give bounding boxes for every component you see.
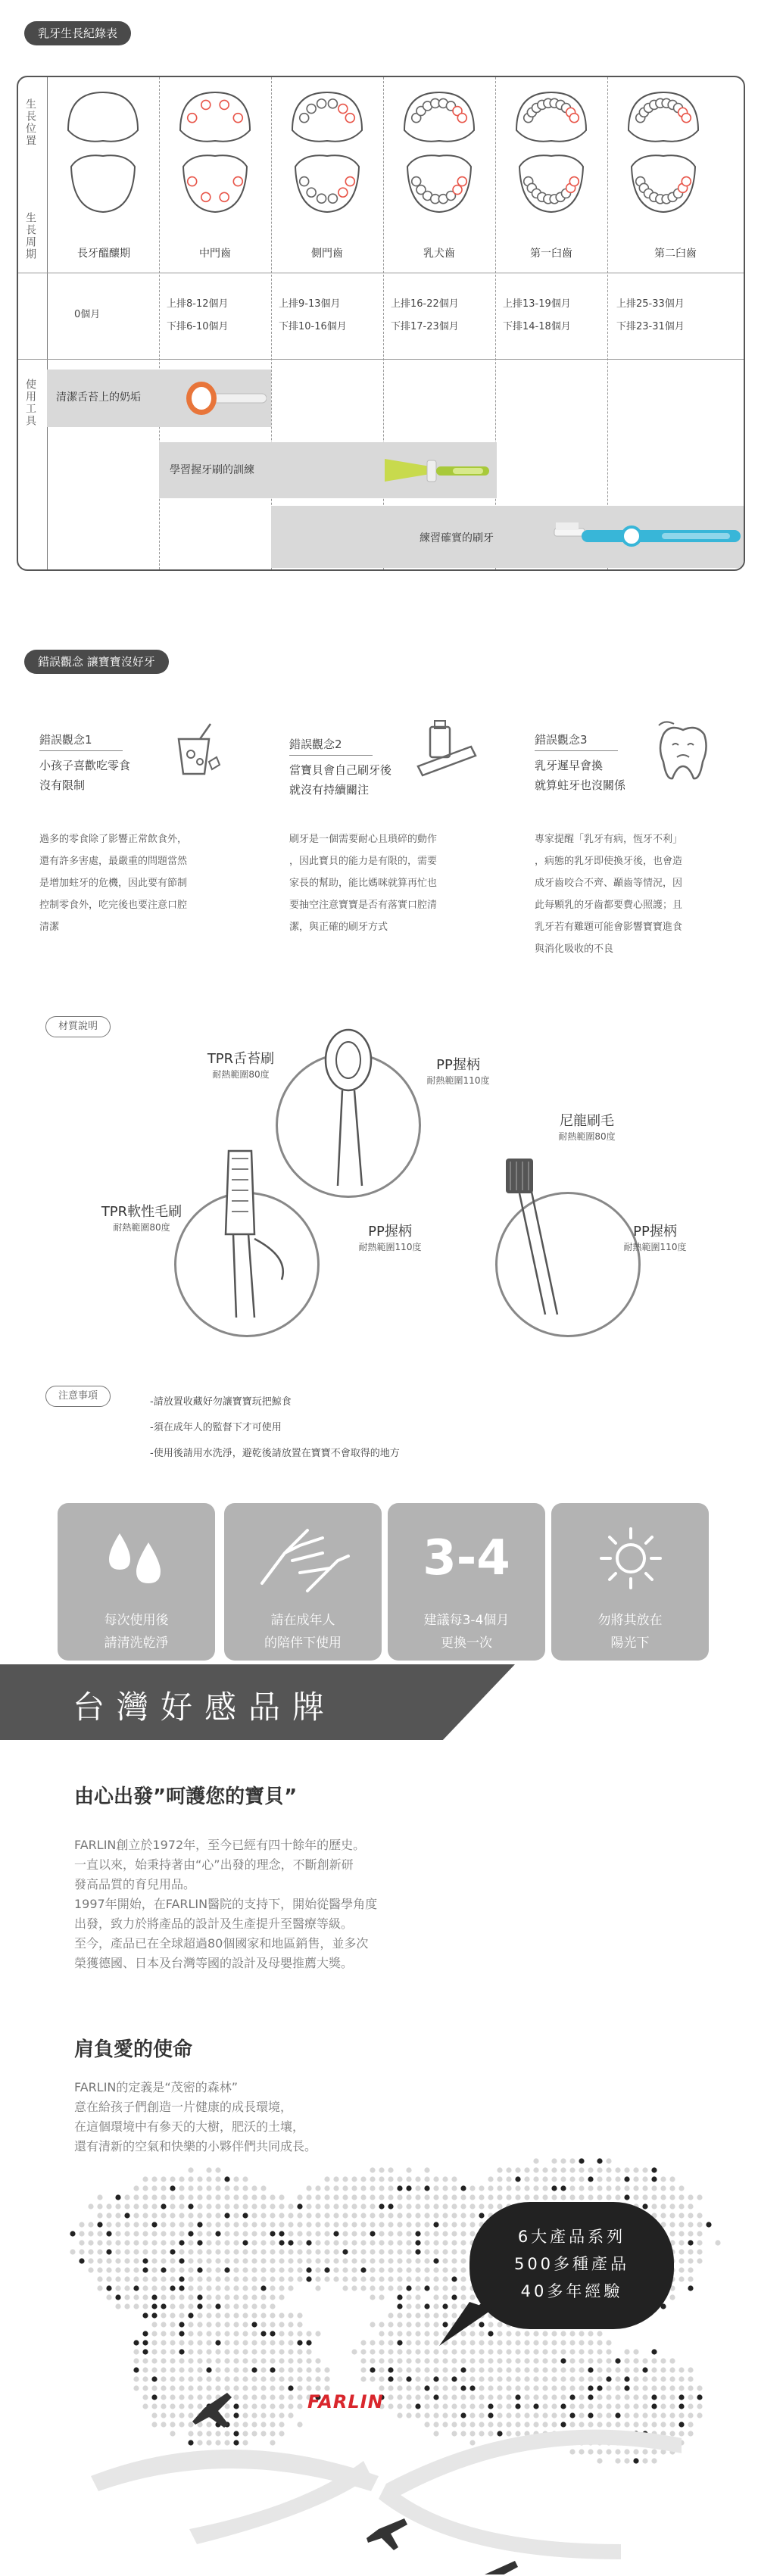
tooth-mark xyxy=(457,114,466,123)
myth-head-3a: 乳牙遲早會換 xyxy=(535,759,604,772)
tile-text-sun xyxy=(551,1609,709,1654)
nylon-brush-icon xyxy=(500,1155,591,1330)
notes-title: 注意事項 xyxy=(45,1386,111,1407)
tooth-mark xyxy=(188,114,197,123)
intro-line: 一直以來，始秉持著由“心”出發的理念，不斷創新研 xyxy=(74,1857,354,1872)
myth-body-1 xyxy=(39,828,187,938)
bubble-line: 40多年經驗 xyxy=(520,2282,623,2300)
intro-line: 1997年開始，在FARLIN醫院的支持下，開始從醫學角度 xyxy=(74,1897,378,1911)
note-2: -須在成年人的監督下才可使用 xyxy=(150,1422,282,1433)
tool-label-2: 學習握牙刷的訓練 xyxy=(170,464,254,476)
tooth-mark xyxy=(453,186,462,195)
tooth-mark xyxy=(345,114,354,123)
myth-body-1-line: 還有許多害處，最嚴重的問題當然 xyxy=(39,856,188,867)
intro-line: 發高品質的育兒用品。 xyxy=(74,1877,196,1891)
snack-cup-icon xyxy=(165,719,226,780)
myth-body-3-line: 此每顆乳的牙齒都要費心照護；且 xyxy=(535,900,683,911)
myth-body-2-line: 刷牙是一個需要耐心且瑣碎的動作 xyxy=(289,834,438,845)
intro-line: 榮獲德國、日本及台灣等國的設計及母嬰推薦大獎。 xyxy=(74,1956,354,1970)
age-5a: 上排25-33個月 xyxy=(616,298,685,310)
tile-supervise xyxy=(224,1503,382,1661)
toothpaste-icon xyxy=(403,719,486,787)
age-2b: 下排10-16個月 xyxy=(279,321,347,332)
mat-label-2a: TPR軟性毛刷 xyxy=(101,1204,182,1220)
tongue-brush-icon xyxy=(183,374,267,423)
tile-line: 請清洗乾淨 xyxy=(104,1636,169,1651)
intro-line: 出發，致力於將產品的設計及生產提升至醫療等級。 xyxy=(74,1916,354,1931)
myth-body-3-line: 乳牙若有難題可能會影響寶寶進食 xyxy=(535,922,683,933)
tooth-mark xyxy=(328,194,337,203)
stats-bubble xyxy=(469,2202,674,2329)
mission-line: 在這個環境中有參天的大樹，肥沃的土壤， xyxy=(74,2119,305,2134)
tile-line: 陽光下 xyxy=(610,1636,650,1651)
training-brush-icon xyxy=(377,444,494,497)
sun-icon xyxy=(597,1524,665,1592)
myth-tag-2: 錯誤觀念2 xyxy=(289,736,373,756)
myth-head-1a: 小孩子喜歡吃零食 xyxy=(39,759,131,772)
age-4b: 下排14-18個月 xyxy=(503,321,571,332)
tile-text-replace xyxy=(388,1609,545,1654)
bubble-tail xyxy=(439,2302,492,2347)
mat-label-3a: 尼龍刷毛 xyxy=(560,1113,614,1129)
myth-tag-3: 錯誤觀念3 xyxy=(535,731,618,751)
myth-body-2-line: 潔，與正確的刷牙方式 xyxy=(289,922,388,933)
tooth-mark xyxy=(201,192,211,201)
tooth-mark xyxy=(201,100,211,109)
tile-replace xyxy=(388,1503,545,1661)
tooth-mark xyxy=(457,177,466,186)
age-0: 0個月 xyxy=(74,309,101,320)
tile-line: 請在成年人 xyxy=(270,1613,335,1628)
jaw-diagram xyxy=(404,92,474,212)
jaw-diagram xyxy=(516,92,586,212)
tool-label-3: 練習確實的刷牙 xyxy=(420,532,494,544)
crying-tooth-icon xyxy=(650,718,718,786)
mission-line: FARLIN的定義是“茂密的森林” xyxy=(74,2080,238,2094)
tooth-mark xyxy=(307,188,316,197)
soft-brush-icon xyxy=(198,1143,312,1325)
tooth-mark xyxy=(569,177,579,186)
age-3a: 上排16-22個月 xyxy=(391,298,459,310)
tile-text-supervise xyxy=(224,1609,382,1654)
tile-line: 更換一次 xyxy=(441,1636,492,1651)
mission-line: 還有清新的空氣和快樂的小夥伴們共同成長。 xyxy=(74,2139,317,2153)
tile-sun xyxy=(551,1503,709,1661)
myth-body-3-line: 成牙齒咬合不齊、顳齒等情況，因 xyxy=(535,878,683,889)
tooth-mark xyxy=(338,104,348,114)
side-label-tools: 使用工具 xyxy=(24,379,36,427)
mat-sub-1b: 耐熱範圍110度 xyxy=(426,1075,490,1086)
tooth-mark xyxy=(569,114,579,123)
stage-name-5: 第二臼齒 xyxy=(654,248,697,260)
tooth-growth-chart xyxy=(17,76,745,571)
mat-sub-3a: 耐熱範圍80度 xyxy=(558,1131,616,1142)
jaw-diagram xyxy=(629,92,698,212)
mission-title: 肩負愛的使命 xyxy=(74,2038,193,2061)
myth-body-1-line: 清潔 xyxy=(39,922,60,933)
brand-slogan: 由心出發”呵護您的寶貝” xyxy=(74,1785,298,1808)
mat-label-1a: TPR舌苔刷 xyxy=(207,1051,275,1067)
brand-intro xyxy=(74,1835,377,1973)
tooth-mark xyxy=(328,99,337,108)
tooth-mark xyxy=(345,177,354,186)
myth-body-1-line: 是增加蛀牙的危機，因此要有節制 xyxy=(39,878,188,889)
myth-tag-1: 錯誤觀念1 xyxy=(39,731,123,751)
brand-banner-title: 台灣好感品牌 xyxy=(73,1689,337,1726)
mat-label-1b: PP握柄 xyxy=(436,1057,480,1073)
tooth-mark xyxy=(307,104,316,114)
myth-body-2-line: 要抽空注意寶寶是否有落實口腔清 xyxy=(289,900,438,911)
myth-head-2a: 當寶貝會自己刷牙後 xyxy=(289,763,392,777)
intro-line: 至今，產品已在全球超過80個國家和地區銷售，並多次 xyxy=(74,1936,369,1951)
age-4a: 上排13-19個月 xyxy=(503,298,571,310)
side-label-position: 生長位置 xyxy=(24,98,36,147)
tile-line: 每次使用後 xyxy=(104,1613,169,1628)
myth-body-3-line: ，病態的乳牙即使換牙後，也會造 xyxy=(535,856,683,867)
tooth-mark xyxy=(412,177,421,186)
myth-body-2-line: 家長的幫助，能比媽咪就算再忙也 xyxy=(289,878,438,889)
age-1b: 下排6-10個月 xyxy=(167,321,229,332)
tooth-mark xyxy=(300,114,309,123)
myth-body-1-line: 控制零食外，吃完後也要注意口腔 xyxy=(39,900,188,911)
jaw-diagram xyxy=(180,92,250,212)
toothbrush-icon xyxy=(548,512,745,562)
age-5b: 下排23-31個月 xyxy=(616,321,685,332)
tile-line: 勿將其放在 xyxy=(597,1613,663,1628)
tooth-mark xyxy=(188,177,197,186)
mat-label-2b: PP握柄 xyxy=(368,1224,412,1240)
intro-line: FARLIN創立於1972年，至今已經有四十餘年的歷史。 xyxy=(74,1838,366,1852)
myth-head-1b: 沒有限制 xyxy=(39,778,86,792)
tile-wash xyxy=(58,1503,215,1661)
tooth-mark xyxy=(338,188,348,197)
age-2a: 上排9-13個月 xyxy=(279,298,341,310)
tile-text-wash xyxy=(58,1609,215,1654)
chart-title: 乳牙生長紀錄表 xyxy=(24,21,131,45)
note-1: -請放置收藏好勿讓寶寶玩把鯨食 xyxy=(150,1396,292,1408)
mission-line: 意在給孩子們創造一片健康的成長環境， xyxy=(74,2100,293,2114)
tooth-mark xyxy=(317,99,326,108)
tooth-mark xyxy=(233,177,242,186)
tooth-mark xyxy=(220,192,229,201)
age-3b: 下排17-23個月 xyxy=(391,321,459,332)
months-3-4-icon: 3-4 xyxy=(423,1530,510,1586)
water-drops-icon xyxy=(103,1526,171,1594)
myth-body-1-line: 過多的零食除了影響正常飲食外， xyxy=(39,834,188,845)
jaw-diagram xyxy=(292,92,362,212)
myth-head-2b: 就沒有持續關注 xyxy=(289,783,370,797)
myth-body-2 xyxy=(289,828,437,938)
myth-head-3b: 就算蛀牙也沒關係 xyxy=(535,778,626,792)
myth-body-3-line: 與消化吸收的不良 xyxy=(535,943,614,955)
note-3: -使用後請用水洗淨，避乾後請放置在寶寶不會取得的地方 xyxy=(150,1448,400,1459)
stage-name-0: 長牙醞釀期 xyxy=(77,248,130,260)
side-label-period: 生長周期 xyxy=(24,212,36,260)
tooth-mark xyxy=(220,100,229,109)
stage-name-4: 第一臼齒 xyxy=(530,248,572,260)
tooth-mark xyxy=(682,177,691,186)
jaw-diagram xyxy=(68,92,138,212)
farlin-logo: FARLIN xyxy=(307,2391,384,2412)
tooth-mark xyxy=(300,177,309,186)
myth-body-2-line: ，因此寶貝的能力是有限的，需要 xyxy=(289,856,438,867)
stage-name-3: 乳犬齒 xyxy=(423,248,455,260)
myth-body-3-line: 專家提醒「乳牙有病，恆牙不利」 xyxy=(535,834,683,845)
tooth-mark xyxy=(682,114,691,123)
tile-line: 建議每3-4個月 xyxy=(423,1613,510,1628)
stage-name-2: 側門齒 xyxy=(311,248,343,260)
mat-sub-2b: 耐熱範圍110度 xyxy=(358,1242,422,1252)
myths-title: 錯誤觀念 讓寶寶沒好牙 xyxy=(24,650,169,674)
tongue-cleaner-icon xyxy=(309,1027,392,1193)
mat-sub-3b: 耐熱範圍110度 xyxy=(623,1242,687,1252)
mat-sub-1a: 耐熱範圍80度 xyxy=(212,1069,270,1080)
hands-icon xyxy=(254,1523,353,1598)
materials-title: 材質說明 xyxy=(45,1016,111,1037)
world-map xyxy=(0,2120,758,2574)
bubble-line: 6大產品系列 xyxy=(517,2228,626,2246)
tool-label-1: 清潔舌苔上的奶垢 xyxy=(56,391,141,404)
stage-name-1: 中門齒 xyxy=(199,248,231,260)
mat-sub-2a: 耐熱範圍80度 xyxy=(113,1222,170,1233)
mat-label-3b: PP握柄 xyxy=(633,1224,677,1240)
tile-line: 的陪伴下使用 xyxy=(264,1636,342,1651)
tooth-mark xyxy=(233,114,242,123)
myth-body-3 xyxy=(535,828,682,960)
teeth-diagrams xyxy=(47,77,744,251)
age-1a: 上排8-12個月 xyxy=(167,298,229,310)
tooth-mark xyxy=(317,194,326,203)
bubble-line: 500多種產品 xyxy=(513,2255,630,2273)
